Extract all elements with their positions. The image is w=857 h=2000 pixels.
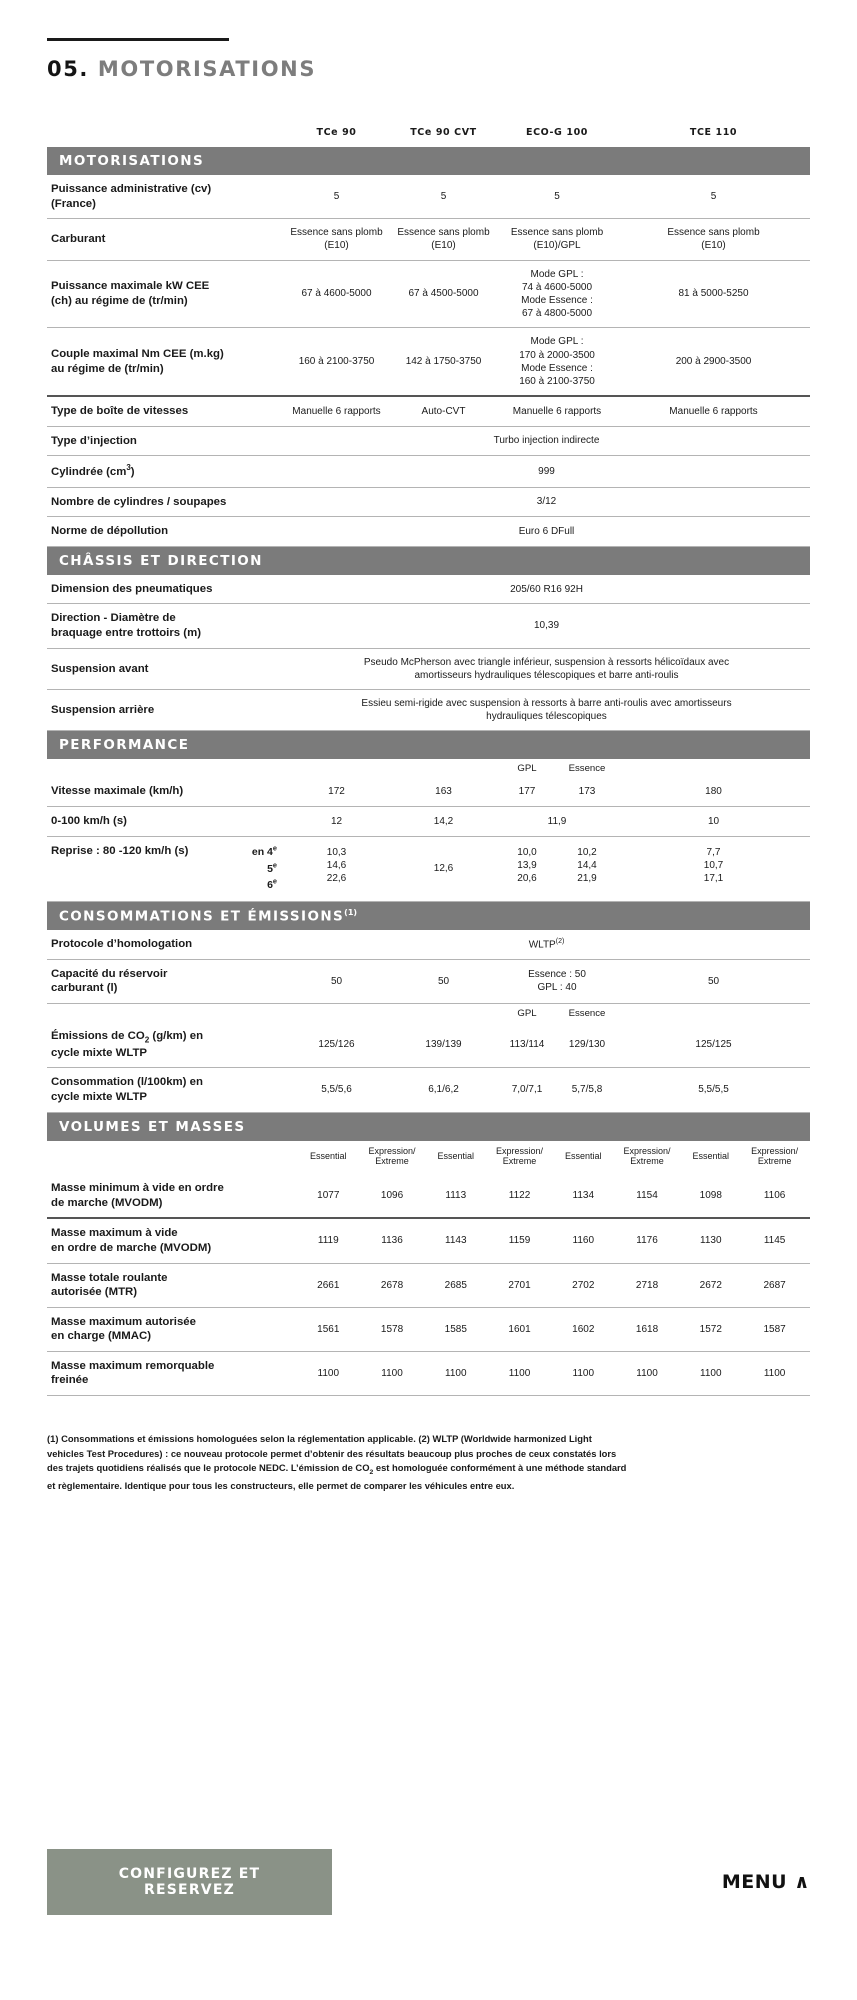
cell-ecog100: 5 <box>497 175 617 219</box>
row-label <box>47 959 283 1003</box>
label-text: Cylindrée (cm <box>51 466 127 479</box>
subheader-expression-3 <box>612 1141 683 1175</box>
cell-gear6: 17,1 <box>703 872 724 884</box>
row-cylindree <box>47 456 810 487</box>
cell-ecog100 <box>497 328 617 396</box>
cell-v2: 1585 <box>427 1307 484 1351</box>
gear-6 <box>267 876 277 892</box>
label-line-2: de marche (MVODM) <box>51 1196 163 1209</box>
row-label <box>47 1022 283 1068</box>
cell-tce90: 172 <box>283 777 390 806</box>
cell-ecog100 <box>497 219 617 260</box>
label-text: Émissions de CO <box>51 1029 145 1042</box>
cell-all-engines: 205/60 R16 92H <box>283 575 810 604</box>
subheader-gpl: GPL <box>517 1007 537 1019</box>
cell-v4: 1100 <box>555 1351 612 1395</box>
row-suspension-avant <box>47 648 810 689</box>
cell-tce90: 12 <box>283 806 390 836</box>
cell-ecog100-essence: 129/130 <box>557 1022 617 1068</box>
row-protocole-homologation <box>47 930 810 959</box>
cell-gear5: 10,7 <box>703 859 724 871</box>
gear-4-sup: e <box>272 843 277 853</box>
cell-v2: 1113 <box>427 1174 484 1218</box>
cell-v6: 1098 <box>682 1174 739 1218</box>
subheader-expression-4 <box>739 1141 810 1175</box>
footnote-line-4: et règlementaire. Identique pour tous les constructeurs, elle permet de comparer les véhicules entre eux. <box>47 1479 515 1491</box>
cell-v3: 1601 <box>484 1307 555 1351</box>
subheader-essence: Essence <box>568 1007 606 1019</box>
cell-ecog100-essence: 173 <box>557 777 617 806</box>
label-line-1: Puissance administrative (cv) <box>51 183 212 195</box>
label-line-1: Puissance maximale kW CEE <box>51 280 210 293</box>
cell-line-1: Essieu semi-rigide avec suspension à ressorts à barre anti-roulis avec amortisseurs <box>361 697 732 709</box>
row-carburant <box>47 219 810 260</box>
subheader-essence: Essence <box>568 763 606 775</box>
cell-v2: 1143 <box>427 1218 484 1263</box>
row-label <box>47 1068 283 1112</box>
subhead-spacer-2 <box>283 1003 390 1022</box>
cell-gear6: 21,9 <box>577 872 597 884</box>
cell-v6: 2672 <box>682 1263 739 1307</box>
row-label: Suspension avant <box>47 648 283 689</box>
cell-v1: 1136 <box>357 1218 428 1263</box>
sub-line-2: Extreme <box>757 1156 792 1167</box>
cell-gear4: 10,2 <box>577 846 597 858</box>
cell-tce90cvt: 142 à 1750-3750 <box>390 328 497 396</box>
sub-line-1: Expression/ <box>368 1145 416 1156</box>
row-type-injection <box>47 426 810 456</box>
cell-tce90 <box>283 219 390 260</box>
label-line-2: (ch) au régime de (tr/min) <box>51 294 188 307</box>
page-title-number: 05. <box>47 57 90 81</box>
subhead-spacer-5 <box>724 1003 810 1022</box>
cell-line-1: Essence : 50 <box>528 969 586 981</box>
cell-v1: 1100 <box>357 1351 428 1395</box>
cell-tce90cvt: 67 à 4500-5000 <box>390 260 497 328</box>
cell-v6: 1100 <box>682 1351 739 1395</box>
subhead-spacer-4 <box>617 1003 724 1022</box>
row-label <box>47 1174 300 1218</box>
reprise-label-text: Reprise : 80 -120 km/h (s) <box>51 844 189 857</box>
sub-line-1: Expression/ <box>623 1145 671 1156</box>
cell-all-engines: 10,39 <box>283 604 810 648</box>
subhead-spacer-3 <box>390 759 497 777</box>
cell-tce90cvt: 163 <box>390 777 497 806</box>
cell-line-2: (E10) <box>431 240 456 252</box>
label-line-2: braquage entre trottoirs (m) <box>51 627 201 640</box>
row-puissance-administrative <box>47 175 810 219</box>
row-label <box>47 1351 300 1395</box>
cell-gear5: 14,4 <box>577 859 597 871</box>
cell-line-2: 170 à 2000-3500 <box>519 349 595 361</box>
label-line-1: Direction - Diamètre de <box>51 612 176 625</box>
section-chassis <box>47 546 810 575</box>
page-footer <box>47 1849 810 1915</box>
cell-gear6: 20,6 <box>517 872 537 884</box>
label-line-2: en charge (MMAC) <box>51 1330 151 1343</box>
footnote-line-3b: est homologuée conformément à une méthode standard <box>373 1462 627 1474</box>
cell-ecog100-essence <box>557 836 617 901</box>
row-emissions-co2 <box>47 1022 810 1068</box>
label-line-1: Masse maximum remorquable <box>51 1359 215 1372</box>
gear-6-label: 6 <box>267 879 273 892</box>
cell-v5: 1618 <box>612 1307 683 1351</box>
cell-v7: 2687 <box>739 1263 810 1307</box>
sub-line-2: Extreme <box>630 1156 664 1167</box>
label-line-2: en ordre de marche (MVODM) <box>51 1241 212 1254</box>
cell-v5: 1100 <box>612 1351 683 1395</box>
sub-line-1: Expression/ <box>496 1145 544 1156</box>
cell-gear5: 13,9 <box>517 859 537 871</box>
cell-ecog100 <box>497 959 617 1003</box>
row-masse-maximum-vide <box>47 1218 810 1263</box>
section-performance <box>47 731 810 760</box>
cell-v5: 2718 <box>612 1263 683 1307</box>
subhead-spacer <box>47 1141 300 1175</box>
row-couple-maximal <box>47 328 810 396</box>
gear-5 <box>267 860 277 875</box>
row-masse-minimum <box>47 1174 810 1218</box>
cell-tce110 <box>617 836 810 901</box>
cell-line-3: Mode Essence : <box>521 294 593 306</box>
label-line-2: cycle mixte WLTP <box>51 1046 148 1059</box>
subhead-spacer-2 <box>283 759 390 777</box>
row-label: Suspension arrière <box>47 689 283 730</box>
label-line-2: (France) <box>51 197 96 210</box>
cell-tce110 <box>617 219 810 260</box>
cell-all-engines: Euro 6 DFull <box>283 517 810 547</box>
cell-tce90: 125/126 <box>283 1022 390 1068</box>
section-motorisations-label: MOTORISATIONS <box>47 147 810 175</box>
row-puissance-maximale <box>47 260 810 328</box>
cell-tce110: 5 <box>617 175 810 219</box>
cell-v7: 1106 <box>739 1174 810 1218</box>
cell-v3: 2701 <box>484 1263 555 1307</box>
subhead-spacer <box>47 759 283 777</box>
cell-v0: 1119 <box>300 1218 357 1263</box>
cell-v0: 2661 <box>300 1263 357 1307</box>
gear-5-sup: e <box>272 860 277 870</box>
cell-v2: 2685 <box>427 1263 484 1307</box>
cell-gear4: 10,0 <box>517 846 537 858</box>
menu-button[interactable] <box>722 1871 810 1893</box>
gear-4 <box>251 843 277 859</box>
label-line-2: cycle mixte WLTP <box>51 1090 148 1103</box>
footnote-line-1: (1) Consommations et émissions homologuées selon la réglementation applicable. (2) WLTP (Worldwide harmonized Light <box>47 1433 592 1445</box>
cell-line-1: Essence sans plomb <box>667 227 760 239</box>
cell-ecog100 <box>497 260 617 328</box>
cell-line-1: Pseudo McPherson avec triangle inférieur, suspension à ressorts hélicoïdaux avec <box>363 656 730 668</box>
cell-line-1: Essence sans plomb <box>397 227 490 239</box>
label-line-2: au régime de (tr/min) <box>51 362 164 375</box>
row-label: Dimension des pneumatiques <box>47 575 283 604</box>
cell-line-4: 67 à 4800-5000 <box>521 308 593 320</box>
cell-v4: 1160 <box>555 1218 612 1263</box>
row-label: Type d’injection <box>47 426 283 456</box>
cell-tce90cvt: 139/139 <box>390 1022 497 1068</box>
row-boite-vitesses <box>47 396 810 426</box>
footnote-sub: 2 <box>369 1469 374 1477</box>
row-label <box>47 175 283 219</box>
label-line-1: Capacité du réservoir <box>51 967 168 980</box>
cell-v6: 1572 <box>682 1307 739 1351</box>
cell-v7: 1587 <box>739 1307 810 1351</box>
footnote <box>47 1432 737 1493</box>
subheader-essential-1: Essential <box>310 1150 347 1161</box>
subheader-expression-1 <box>357 1141 428 1175</box>
cell-line-2: amortisseurs hydrauliques télescopiques et barre anti-roulis <box>414 669 679 681</box>
cell-line-2: hydrauliques télescopiques <box>486 711 607 723</box>
cell-v1: 1578 <box>357 1307 428 1351</box>
section-volumes-label: VOLUMES ET MASSES <box>47 1113 810 1141</box>
label-text-end: (g/km) en <box>149 1029 204 1042</box>
cell-line-2: (E10) <box>701 240 726 252</box>
section-consommations-text: CONSOMMATIONS ET ÉMISSIONS <box>59 908 345 925</box>
row-label <box>47 1307 300 1351</box>
cell-v3: 1159 <box>484 1218 555 1263</box>
label-line-1: Consommation (l/100km) en <box>51 1076 203 1089</box>
row-cylindres-soupapes <box>47 487 810 517</box>
menu-label: MENU <box>721 1871 788 1893</box>
cell-tce90: 5 <box>283 175 390 219</box>
cell-v2: 1100 <box>427 1351 484 1395</box>
row-label <box>47 456 283 487</box>
cell-ecog100-gpl <box>497 836 557 901</box>
cell-gear4: 10,3 <box>326 846 347 858</box>
cell-all-engines <box>283 648 810 689</box>
gear-4-label: en 4 <box>251 846 273 859</box>
label-line-2: carburant (l) <box>51 982 118 995</box>
label-line-1: Masse minimum à vide en ordre <box>51 1182 224 1195</box>
row-label <box>47 1263 300 1307</box>
column-header-row <box>47 121 810 147</box>
cell-tce90cvt: 6,1/6,2 <box>390 1068 497 1112</box>
section-consommations-label <box>47 901 810 930</box>
cell-v4: 1134 <box>555 1174 612 1218</box>
cell-line-1: Mode GPL : <box>530 268 584 280</box>
cell-tce90cvt: 50 <box>390 959 497 1003</box>
sub-line-2: Extreme <box>502 1156 537 1167</box>
section-consommations <box>47 901 810 930</box>
section-volumes <box>47 1113 810 1141</box>
cell-all-engines: Turbo injection indirecte <box>283 426 810 456</box>
cell-tce90: 67 à 4600-5000 <box>283 260 390 328</box>
section-motorisations <box>47 147 810 175</box>
cell-tce90 <box>283 836 390 901</box>
cell-gear4: 7,7 <box>706 846 721 858</box>
cell-tce90cvt: Auto-CVT <box>390 396 497 426</box>
label-line-2: autorisée (MTR) <box>51 1286 138 1299</box>
row-suspension-arriere <box>47 689 810 730</box>
page-header <box>47 0 810 81</box>
row-acceleration-0-100 <box>47 806 810 836</box>
section-performance-label: PERFORMANCE <box>47 731 810 760</box>
header-spacer <box>47 121 283 147</box>
row-braquage <box>47 604 810 648</box>
chevron-up-icon: ∧ <box>794 1871 810 1893</box>
cell-line-2: (E10)/GPL <box>533 240 581 252</box>
row-label: 0-100 km/h (s) <box>47 806 283 836</box>
cell-v0: 1561 <box>300 1307 357 1351</box>
row-capacite-reservoir <box>47 959 810 1003</box>
column-header-ecog100: ECO-G 100 <box>526 127 588 138</box>
cell-v7: 1145 <box>739 1218 810 1263</box>
footnote-line-3a: des trajets quotidiens réalisés que le protocole NEDC. L’émission de CO <box>47 1462 370 1474</box>
label-line-1: Masse maximum à vide <box>51 1227 178 1240</box>
page-title <box>47 57 810 81</box>
subhead-spacer <box>47 1003 283 1022</box>
row-norme-depollution <box>47 517 810 547</box>
column-header-tce110: TCE 110 <box>689 127 738 138</box>
cell-tce110: 50 <box>617 959 810 1003</box>
page-title-text: MOTORISATIONS <box>89 57 317 81</box>
cell-tce90: Manuelle 6 rapports <box>283 396 390 426</box>
cell-v7: 1100 <box>739 1351 810 1395</box>
row-label: Norme de dépollution <box>47 517 283 547</box>
cell-tce90cvt: 14,2 <box>390 806 497 836</box>
cell-all-engines <box>283 930 810 959</box>
label-line-1: Masse maximum autorisée <box>51 1315 196 1328</box>
row-pneumatiques <box>47 575 810 604</box>
cell-all-engines <box>283 689 810 730</box>
row-reprise <box>47 836 810 901</box>
row-vitesse-maximale <box>47 777 810 806</box>
cell-tce90cvt <box>390 219 497 260</box>
subhead-spacer-4 <box>617 759 724 777</box>
cell-tce90cvt: 5 <box>390 175 497 219</box>
title-rule <box>47 38 229 41</box>
protocole-sup: (2) <box>555 938 565 946</box>
cell-ecog100: 11,9 <box>497 806 617 836</box>
column-header-tce90cvt: TCe 90 CVT <box>410 127 477 138</box>
label-sup: 3 <box>126 463 131 473</box>
row-label: Protocole d’homologation <box>47 930 283 959</box>
cell-v0: 1077 <box>300 1174 357 1218</box>
row-label <box>47 328 283 396</box>
row-performance-subheaders <box>47 759 810 777</box>
row-label: Carburant <box>47 219 283 260</box>
cell-tce110: Manuelle 6 rapports <box>617 396 810 426</box>
configure-reserve-button[interactable]: CONFIGUREZ ET RESERVEZ <box>47 1849 332 1915</box>
cell-tce90cvt: 12,6 <box>390 836 497 901</box>
cell-line-2: (E10) <box>324 240 349 252</box>
cell-line-4: 160 à 2100-3750 <box>519 375 595 387</box>
label-text-end: ) <box>130 466 135 479</box>
specifications-table <box>47 121 810 1113</box>
cell-tce110: 10 <box>617 806 810 836</box>
cell-v1: 2678 <box>357 1263 428 1307</box>
row-label: Nombre de cylindres / soupapes <box>47 487 283 517</box>
subheader-essential-3: Essential <box>565 1150 602 1161</box>
sub-line-1: Expression/ <box>751 1145 799 1156</box>
subheader-expression-2 <box>484 1141 555 1175</box>
cell-all-engines: 999 <box>283 456 810 487</box>
cell-all-engines: 3/12 <box>283 487 810 517</box>
gear-6-sup: e <box>272 876 277 886</box>
cell-v4: 1602 <box>555 1307 612 1351</box>
row-masse-totale-roulante <box>47 1263 810 1307</box>
cell-v5: 1176 <box>612 1218 683 1263</box>
cell-v1: 1096 <box>357 1174 428 1218</box>
cell-tce110: 81 à 5000-5250 <box>617 260 810 328</box>
row-co2-subheaders <box>47 1003 810 1022</box>
sub-line-2: Extreme <box>375 1156 409 1167</box>
row-label <box>47 1218 300 1263</box>
row-label <box>47 260 283 328</box>
subheader-gpl: GPL <box>517 763 537 775</box>
cell-tce110: 180 <box>617 777 810 806</box>
subheader-essential-2: Essential <box>437 1150 475 1161</box>
cell-gear5: 14,6 <box>326 859 347 871</box>
volumes-masses-table <box>47 1113 810 1397</box>
cell-v5: 1154 <box>612 1174 683 1218</box>
cell-tce110: 200 à 2900-3500 <box>617 328 810 396</box>
cell-line-1: Essence sans plomb <box>510 227 604 239</box>
row-volumes-subheaders <box>47 1141 810 1175</box>
label-line-1: Masse totale roulante <box>51 1271 168 1284</box>
cell-tce110: 5,5/5,5 <box>617 1068 810 1112</box>
row-label <box>47 604 283 648</box>
cell-tce90: 160 à 2100-3750 <box>283 328 390 396</box>
label-line-2: freinée <box>51 1374 89 1387</box>
label-line-1: Couple maximal Nm CEE (m.kg) <box>51 348 224 361</box>
cell-line-2: GPL : 40 <box>537 982 577 994</box>
cell-v4: 2702 <box>555 1263 612 1307</box>
cell-v6: 1130 <box>682 1218 739 1263</box>
row-masse-maximum-charge <box>47 1307 810 1351</box>
cell-v3: 1100 <box>484 1351 555 1395</box>
footnote-line-2: vehicles Test Procedures) : ce nouveau protocole permet d’obtenir des résultats beaucoup plus proches de ceux constatés lors <box>47 1447 617 1459</box>
row-masse-remorquable <box>47 1351 810 1395</box>
cell-ecog100-gpl: 177 <box>497 777 557 806</box>
cell-ecog100-essence: 5,7/5,8 <box>557 1068 617 1112</box>
cell-line-1: Mode GPL : <box>530 336 584 348</box>
cell-line-1: Essence sans plomb <box>290 227 383 239</box>
subhead-spacer-3 <box>390 1003 497 1022</box>
row-label: Vitesse maximale (km/h) <box>47 777 283 806</box>
cell-gear6: 22,6 <box>326 872 347 884</box>
column-header-tce90: TCe 90 <box>316 127 357 138</box>
reprise-gear-list <box>242 844 277 894</box>
row-consommation <box>47 1068 810 1112</box>
cell-tce90: 50 <box>283 959 390 1003</box>
cell-ecog100-gpl: 113/114 <box>497 1022 557 1068</box>
cell-line-2: 74 à 4600-5000 <box>521 281 593 293</box>
row-label: Type de boîte de vitesses <box>47 396 283 426</box>
cell-tce110: 125/125 <box>617 1022 810 1068</box>
gear-5-label: 5 <box>267 862 273 875</box>
section-chassis-label: CHÂSSIS ET DIRECTION <box>47 546 810 575</box>
cell-v3: 1122 <box>484 1174 555 1218</box>
cell-v0: 1100 <box>300 1351 357 1395</box>
subhead-spacer-5 <box>724 759 810 777</box>
cell-ecog100-gpl: 7,0/7,1 <box>497 1068 557 1112</box>
section-consommations-sup: (1) <box>344 907 358 917</box>
row-label <box>47 836 283 901</box>
subheader-essential-4: Essential <box>692 1150 730 1161</box>
cell-ecog100: Manuelle 6 rapports <box>497 396 617 426</box>
label-sub: 2 <box>144 1035 150 1045</box>
cell-line-3: Mode Essence : <box>521 362 593 374</box>
cell-tce90: 5,5/5,6 <box>283 1068 390 1112</box>
protocole-value: WLTP <box>528 939 556 951</box>
